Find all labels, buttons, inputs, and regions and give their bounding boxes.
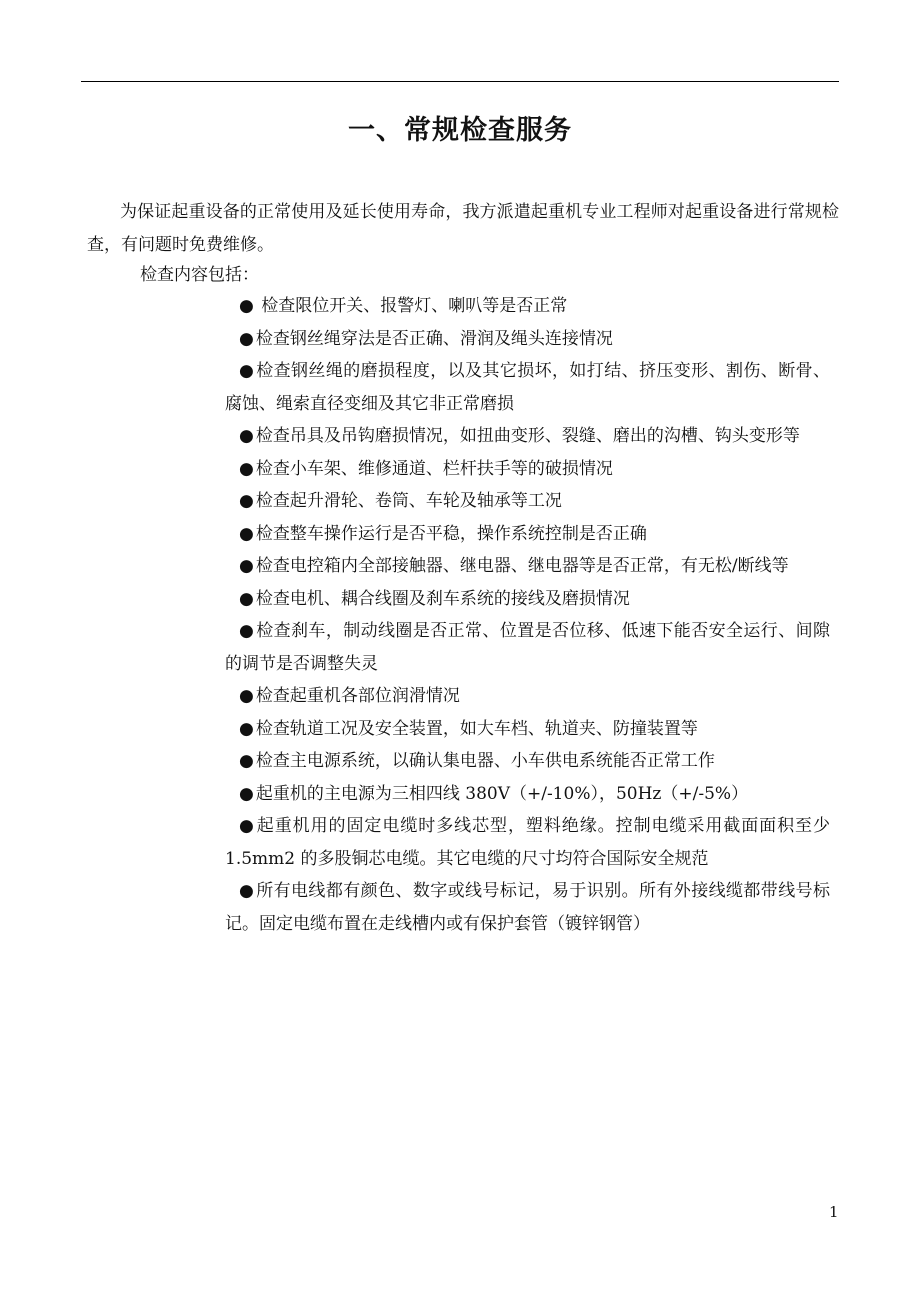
- bullet-icon: ●: [239, 881, 255, 901]
- bullet-icon: ●: [239, 588, 254, 609]
- bullet-icon: ●: [239, 686, 254, 706]
- list-item-text: 检查起升滑轮、卷筒、车轮及轴承等工况: [255, 491, 562, 511]
- list-item-text: 检查限位开关、报警灯、喇叭等是否正常: [255, 296, 568, 316]
- list-item-text: 所有电线都有颜色、数字或线号标记，易于识别。所有外接线缆都带线号标记。固定电缆布置在走线槽内或有保护套管（镀锌钢管）: [225, 881, 830, 934]
- bullet-icon: ●: [239, 718, 254, 739]
- list-item: [225, 420, 830, 453]
- list-item-text: 检查整车操作运行是否平稳，操作系统控制是否正确: [255, 523, 647, 544]
- list-item: [225, 583, 830, 616]
- intro-subheading: 检查内容包括：: [140, 265, 259, 285]
- list-item-text: 检查小车架、维修通道、栏杆扶手等的破损情况: [255, 458, 613, 479]
- bullet-icon: ●: [239, 751, 254, 771]
- bullet-icon: ●: [239, 458, 254, 479]
- bullet-icon: ●: [239, 523, 254, 544]
- list-item-text: 检查吊具及吊钩磨损情况，如扭曲变形、裂缝、磨出的沟槽、钩头变形等: [255, 426, 800, 446]
- bullet-icon: ●: [239, 556, 254, 576]
- list-item: [225, 485, 830, 518]
- list-item: [225, 680, 830, 713]
- list-item: [225, 550, 830, 583]
- bullet-icon: ●: [239, 328, 254, 349]
- page-number: 1: [829, 1203, 839, 1221]
- bullet-icon: ●: [239, 491, 254, 511]
- list-item-text: 检查主电源系统，以确认集电器、小车供电系统能否正常工作: [255, 751, 715, 771]
- bullet-icon: ●: [239, 361, 255, 381]
- list-item-text: 检查钢丝绳穿法是否正确、滑润及绳头连接情况: [255, 328, 613, 349]
- list-item: [225, 615, 830, 680]
- list-item-text: 起重机的主电源为三相四线 380V（+/-10%），50Hz（+/-5%）: [255, 783, 749, 804]
- bullet-icon: ●: [239, 426, 254, 446]
- list-item-text: 检查电机、耦合线圈及刹车系统的接线及磨损情况: [255, 588, 630, 609]
- list-item: [225, 778, 830, 811]
- list-item: [225, 518, 830, 551]
- intro-paragraph: 为保证起重设备的正常使用及延长使用寿命，我方派遣起重机专业工程师对起重设备进行常规检查，有问题时免费维修。: [87, 202, 839, 255]
- list-item-text: 起重机用的固定电缆时多线芯型，塑料绝缘。控制电缆采用截面面积至少 1.5mm2 的多股铜芯电缆。其它电缆的尺寸均符合国际安全规范: [225, 816, 830, 869]
- inspection-list: [225, 290, 830, 940]
- bullet-icon: ●: [239, 816, 255, 836]
- list-item: [225, 453, 830, 486]
- list-item-text: 检查电控箱内全部接触器、继电器、继电器等是否正常，有无松/断线等: [255, 556, 789, 576]
- bullet-icon: ●: [239, 296, 254, 316]
- list-item: [225, 713, 830, 746]
- list-item-text: 检查刹车，制动线圈是否正常、位置是否位移、低速下能否安全运行、间隙的调节是否调整失灵: [225, 621, 830, 674]
- list-item: [225, 875, 830, 940]
- list-item: [225, 355, 830, 420]
- list-item: [225, 745, 830, 778]
- list-item-text: 检查起重机各部位润滑情况: [255, 686, 460, 706]
- list-item: [225, 323, 830, 356]
- list-item-text: 检查钢丝绳的磨损程度，以及其它损坏，如打结、挤压变形、割伤、断骨、腐蚀、绳索直径变细及其它非正常磨损: [225, 361, 830, 414]
- bullet-icon: ●: [239, 621, 255, 641]
- header-rule: [81, 81, 839, 82]
- list-item-text: 检查轨道工况及安全装置，如大车档、轨道夹、防撞装置等: [255, 718, 698, 739]
- list-item: [225, 290, 830, 323]
- page-title: 一、常规检查服务: [348, 115, 572, 146]
- bullet-icon: ●: [239, 783, 254, 804]
- list-item: [225, 810, 830, 875]
